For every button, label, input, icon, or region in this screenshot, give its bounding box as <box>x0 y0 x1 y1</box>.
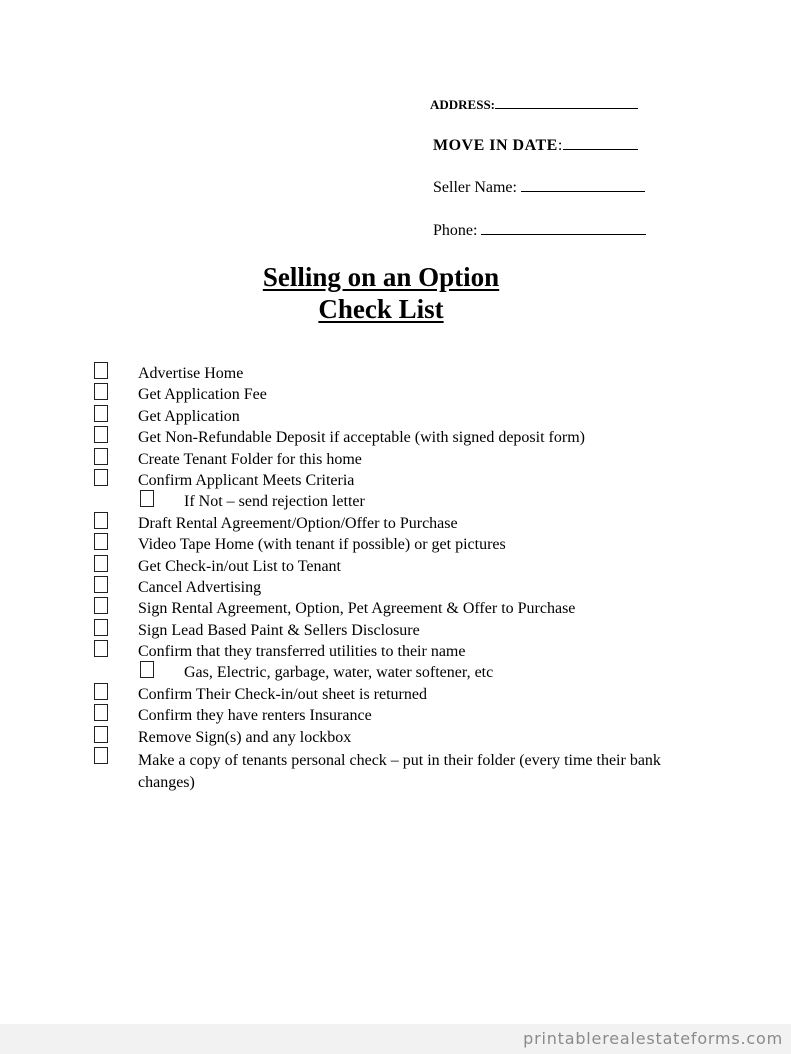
checklist-item-label: Draft Rental Agreement/Option/Offer to Purchase <box>138 514 458 532</box>
checklist-item-video-tape <box>0 533 791 554</box>
checklist-item-remove-signs <box>0 726 791 747</box>
checklist-item-label: Get Check-in/out List to Tenant <box>138 557 341 575</box>
document-title-line2: Check List <box>318 294 444 324</box>
checklist-item-label: Get Application Fee <box>138 386 267 404</box>
checkbox[interactable] <box>94 704 108 721</box>
checklist-item-label: Create Tenant Folder for this home <box>138 450 362 468</box>
checkbox[interactable] <box>140 490 154 507</box>
checklist-subitem-utility-types <box>0 661 791 682</box>
seller-name-field <box>433 177 645 197</box>
checklist-item-label: Sign Lead Based Paint & Sellers Disclosure <box>138 621 420 639</box>
checklist-item-label: Confirm Applicant Meets Criteria <box>138 471 355 489</box>
checklist-item-renters-insurance <box>0 704 791 725</box>
checklist-item-copy-check <box>0 747 791 793</box>
phone-blank-line[interactable] <box>481 220 646 235</box>
checklist-item-label: Confirm they have renters Insurance <box>138 707 372 725</box>
checklist-item-label: Make a copy of tenants personal check – put in their folder (every time their bank changes) <box>138 752 661 791</box>
checkbox[interactable] <box>94 747 108 764</box>
checklist-item-sign-agreement <box>0 597 791 618</box>
checklist <box>0 362 791 793</box>
checklist-item-label: Cancel Advertising <box>138 578 262 596</box>
checklist-item-checkin-sheet <box>0 683 791 704</box>
checklist-item-confirm-criteria <box>0 469 791 490</box>
seller-name-blank-line[interactable] <box>521 177 645 192</box>
checkbox[interactable] <box>94 576 108 593</box>
checklist-item-label: If Not – send rejection letter <box>184 493 365 511</box>
checklist-item-label: Get Non-Refundable Deposit if acceptable (with signed deposit form) <box>138 429 585 447</box>
address-blank-line[interactable] <box>495 94 638 109</box>
move-in-date-field <box>433 135 638 155</box>
checkbox[interactable] <box>94 383 108 400</box>
checkbox[interactable] <box>94 683 108 700</box>
checklist-item-advertise-home <box>0 362 791 383</box>
checkbox[interactable] <box>94 405 108 422</box>
checkbox[interactable] <box>94 640 108 657</box>
checklist-item-label: Remove Sign(s) and any lockbox <box>138 728 352 746</box>
checkbox[interactable] <box>94 426 108 443</box>
checklist-item-label: Sign Rental Agreement, Option, Pet Agreement & Offer to Purchase <box>138 600 576 618</box>
document-title-line1: Selling on an Option <box>262 262 500 292</box>
phone-label: Phone: <box>433 222 478 239</box>
checkbox[interactable] <box>140 661 154 678</box>
checklist-item-application-fee <box>0 383 791 404</box>
checkbox[interactable] <box>94 362 108 379</box>
checklist-item-utilities <box>0 640 791 661</box>
checklist-item-label: Gas, Electric, garbage, water, water softener, etc <box>184 664 494 682</box>
checklist-item-application <box>0 405 791 426</box>
checkbox[interactable] <box>94 512 108 529</box>
checkbox[interactable] <box>94 726 108 743</box>
move-in-date-blank-line[interactable] <box>563 135 638 150</box>
checkbox[interactable] <box>94 597 108 614</box>
address-field <box>430 94 638 113</box>
checklist-item-label: Confirm that they transferred utilities to their name <box>138 643 466 661</box>
site-watermark: printablerealestateforms.com <box>523 1029 783 1048</box>
checklist-subitem-rejection-letter <box>0 490 791 511</box>
checkbox[interactable] <box>94 448 108 465</box>
checklist-item-label: Advertise Home <box>138 365 244 382</box>
checklist-item-label: Confirm Their Check-in/out sheet is returned <box>138 685 427 703</box>
move-in-date-label: MOVE IN DATE <box>433 137 558 154</box>
checklist-item-lead-paint <box>0 619 791 640</box>
address-label: ADDRESS: <box>430 97 496 112</box>
seller-name-label: Seller Name: <box>433 179 517 196</box>
footer-bar <box>0 1024 791 1054</box>
phone-field <box>433 220 646 240</box>
checklist-item-label: Video Tape Home (with tenant if possible) or get pictures <box>138 536 506 554</box>
checklist-item-deposit <box>0 426 791 447</box>
move-in-date-colon: : <box>557 137 563 154</box>
checklist-item-draft-agreement <box>0 512 791 533</box>
checklist-item-tenant-folder <box>0 448 791 469</box>
checklist-item-checkin-list <box>0 555 791 576</box>
checkbox[interactable] <box>94 469 108 486</box>
checkbox[interactable] <box>94 619 108 636</box>
checkbox[interactable] <box>94 555 108 572</box>
checkbox[interactable] <box>94 533 108 550</box>
checklist-item-cancel-advertising <box>0 576 791 597</box>
checklist-item-label: Get Application <box>138 407 240 425</box>
